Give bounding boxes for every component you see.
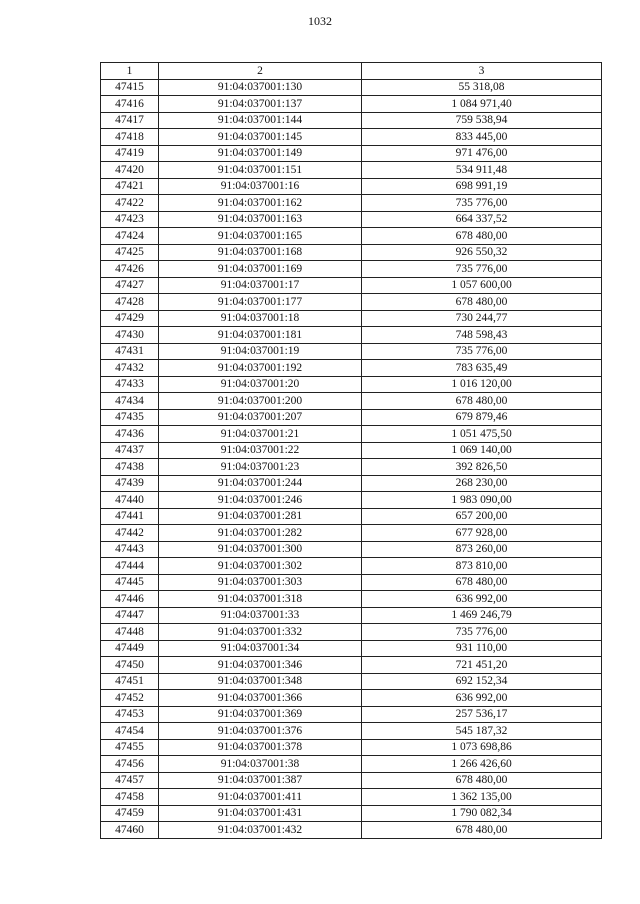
value-cell: 833 445,00 xyxy=(362,129,602,146)
value-cell: 783 635,49 xyxy=(362,360,602,377)
table-row xyxy=(101,327,602,344)
cadastral-number-cell: 91:04:037001:332 xyxy=(159,624,362,641)
value-cell: 678 480,00 xyxy=(362,294,602,311)
row-number-cell: 47451 xyxy=(101,673,159,690)
cadastral-number-cell: 91:04:037001:17 xyxy=(159,277,362,294)
table-row xyxy=(101,459,602,476)
table-row xyxy=(101,541,602,558)
row-number-cell: 47457 xyxy=(101,772,159,789)
column-header-1: 1 xyxy=(101,63,159,80)
value-cell: 636 992,00 xyxy=(362,591,602,608)
table-row xyxy=(101,310,602,327)
row-number-cell: 47458 xyxy=(101,789,159,806)
value-cell: 534 911,48 xyxy=(362,162,602,179)
cadastral-number-cell: 91:04:037001:38 xyxy=(159,756,362,773)
cadastral-number-cell: 91:04:037001:163 xyxy=(159,211,362,228)
row-number-cell: 47450 xyxy=(101,657,159,674)
value-cell: 1 084 971,40 xyxy=(362,96,602,113)
cadastral-number-cell: 91:04:037001:18 xyxy=(159,310,362,327)
row-number-cell: 47441 xyxy=(101,508,159,525)
value-cell: 735 776,00 xyxy=(362,624,602,641)
cadastral-number-cell: 91:04:037001:192 xyxy=(159,360,362,377)
table-row xyxy=(101,277,602,294)
value-cell: 1 362 135,00 xyxy=(362,789,602,806)
table-row xyxy=(101,228,602,245)
cadastral-number-cell: 91:04:037001:137 xyxy=(159,96,362,113)
value-cell: 1 051 475,50 xyxy=(362,426,602,443)
row-number-cell: 47439 xyxy=(101,475,159,492)
table-row xyxy=(101,624,602,641)
cadastral-number-cell: 91:04:037001:318 xyxy=(159,591,362,608)
table-row xyxy=(101,822,602,839)
cadastral-number-cell: 91:04:037001:200 xyxy=(159,393,362,410)
value-cell: 636 992,00 xyxy=(362,690,602,707)
row-number-cell: 47416 xyxy=(101,96,159,113)
value-cell: 678 480,00 xyxy=(362,772,602,789)
table-row xyxy=(101,492,602,509)
cadastral-number-cell: 91:04:037001:244 xyxy=(159,475,362,492)
table-row xyxy=(101,393,602,410)
cadastral-number-cell: 91:04:037001:19 xyxy=(159,343,362,360)
cadastral-number-cell: 91:04:037001:302 xyxy=(159,558,362,575)
cadastral-number-cell: 91:04:037001:387 xyxy=(159,772,362,789)
value-cell: 1 790 082,34 xyxy=(362,805,602,822)
row-number-cell: 47448 xyxy=(101,624,159,641)
cadastral-number-cell: 91:04:037001:432 xyxy=(159,822,362,839)
value-cell: 678 480,00 xyxy=(362,228,602,245)
table-row xyxy=(101,756,602,773)
row-number-cell: 47421 xyxy=(101,178,159,195)
row-number-cell: 47440 xyxy=(101,492,159,509)
page-number: 1032 xyxy=(308,14,332,28)
table-row xyxy=(101,690,602,707)
row-number-cell: 47442 xyxy=(101,525,159,542)
row-number-cell: 47423 xyxy=(101,211,159,228)
row-number-cell: 47449 xyxy=(101,640,159,657)
row-number-cell: 47417 xyxy=(101,112,159,129)
value-cell: 759 538,94 xyxy=(362,112,602,129)
value-cell: 730 244,77 xyxy=(362,310,602,327)
value-cell: 55 318,08 xyxy=(362,79,602,96)
value-cell: 1 073 698,86 xyxy=(362,739,602,756)
row-number-cell: 47433 xyxy=(101,376,159,393)
cadastral-number-cell: 91:04:037001:151 xyxy=(159,162,362,179)
value-cell: 678 480,00 xyxy=(362,822,602,839)
value-cell: 1 057 600,00 xyxy=(362,277,602,294)
table-row xyxy=(101,195,602,212)
table-header xyxy=(101,63,602,80)
row-number-cell: 47429 xyxy=(101,310,159,327)
value-cell: 735 776,00 xyxy=(362,261,602,278)
table-row xyxy=(101,442,602,459)
table-row xyxy=(101,211,602,228)
row-number-cell: 47438 xyxy=(101,459,159,476)
table-row xyxy=(101,162,602,179)
cadastral-number-cell: 91:04:037001:369 xyxy=(159,706,362,723)
row-number-cell: 47455 xyxy=(101,739,159,756)
cadastral-number-cell: 91:04:037001:145 xyxy=(159,129,362,146)
table-row xyxy=(101,294,602,311)
cadastral-number-cell: 91:04:037001:207 xyxy=(159,409,362,426)
table-row xyxy=(101,805,602,822)
table-row xyxy=(101,409,602,426)
row-number-cell: 47426 xyxy=(101,261,159,278)
value-cell: 692 152,34 xyxy=(362,673,602,690)
table-row xyxy=(101,673,602,690)
value-cell: 926 550,32 xyxy=(362,244,602,261)
row-number-cell: 47436 xyxy=(101,426,159,443)
value-cell: 698 991,19 xyxy=(362,178,602,195)
column-header-3: 3 xyxy=(362,63,602,80)
cadastral-number-cell: 91:04:037001:281 xyxy=(159,508,362,525)
table-row xyxy=(101,178,602,195)
table-row xyxy=(101,244,602,261)
value-cell: 664 337,52 xyxy=(362,211,602,228)
cadastral-number-cell: 91:04:037001:130 xyxy=(159,79,362,96)
header-row xyxy=(101,63,602,80)
row-number-cell: 47445 xyxy=(101,574,159,591)
register-table xyxy=(100,62,602,839)
table-row xyxy=(101,112,602,129)
row-number-cell: 47422 xyxy=(101,195,159,212)
value-cell: 257 536,17 xyxy=(362,706,602,723)
table-row xyxy=(101,525,602,542)
value-cell: 679 879,46 xyxy=(362,409,602,426)
row-number-cell: 47431 xyxy=(101,343,159,360)
cadastral-number-cell: 91:04:037001:165 xyxy=(159,228,362,245)
table-row xyxy=(101,789,602,806)
cadastral-number-cell: 91:04:037001:20 xyxy=(159,376,362,393)
value-cell: 735 776,00 xyxy=(362,343,602,360)
value-cell: 1 469 246,79 xyxy=(362,607,602,624)
value-cell: 1 266 426,60 xyxy=(362,756,602,773)
cadastral-number-cell: 91:04:037001:23 xyxy=(159,459,362,476)
cadastral-number-cell: 91:04:037001:378 xyxy=(159,739,362,756)
value-cell: 678 480,00 xyxy=(362,393,602,410)
cadastral-number-cell: 91:04:037001:16 xyxy=(159,178,362,195)
cadastral-number-cell: 91:04:037001:149 xyxy=(159,145,362,162)
row-number-cell: 47432 xyxy=(101,360,159,377)
column-header-2: 2 xyxy=(159,63,362,80)
value-cell: 268 230,00 xyxy=(362,475,602,492)
row-number-cell: 47434 xyxy=(101,393,159,410)
value-cell: 748 598,43 xyxy=(362,327,602,344)
cadastral-number-cell: 91:04:037001:162 xyxy=(159,195,362,212)
cadastral-number-cell: 91:04:037001:300 xyxy=(159,541,362,558)
value-cell: 873 260,00 xyxy=(362,541,602,558)
value-cell: 657 200,00 xyxy=(362,508,602,525)
cadastral-number-cell: 91:04:037001:33 xyxy=(159,607,362,624)
cadastral-number-cell: 91:04:037001:181 xyxy=(159,327,362,344)
table-row xyxy=(101,772,602,789)
row-number-cell: 47446 xyxy=(101,591,159,608)
cadastral-number-cell: 91:04:037001:168 xyxy=(159,244,362,261)
cadastral-number-cell: 91:04:037001:22 xyxy=(159,442,362,459)
row-number-cell: 47444 xyxy=(101,558,159,575)
table-row xyxy=(101,426,602,443)
table-row xyxy=(101,360,602,377)
value-cell: 1 016 120,00 xyxy=(362,376,602,393)
row-number-cell: 47435 xyxy=(101,409,159,426)
value-cell: 1 069 140,00 xyxy=(362,442,602,459)
cadastral-number-cell: 91:04:037001:346 xyxy=(159,657,362,674)
cadastral-number-cell: 91:04:037001:21 xyxy=(159,426,362,443)
row-number-cell: 47452 xyxy=(101,690,159,707)
row-number-cell: 47419 xyxy=(101,145,159,162)
row-number-cell: 47437 xyxy=(101,442,159,459)
row-number-cell: 47453 xyxy=(101,706,159,723)
table-row xyxy=(101,376,602,393)
row-number-cell: 47456 xyxy=(101,756,159,773)
table-row xyxy=(101,706,602,723)
cadastral-number-cell: 91:04:037001:34 xyxy=(159,640,362,657)
row-number-cell: 47418 xyxy=(101,129,159,146)
row-number-cell: 47424 xyxy=(101,228,159,245)
table-row xyxy=(101,96,602,113)
table-row xyxy=(101,657,602,674)
row-number-cell: 47454 xyxy=(101,723,159,740)
table-row xyxy=(101,591,602,608)
table-row xyxy=(101,343,602,360)
table-row xyxy=(101,129,602,146)
table-row xyxy=(101,558,602,575)
cadastral-number-cell: 91:04:037001:246 xyxy=(159,492,362,509)
cadastral-number-cell: 91:04:037001:411 xyxy=(159,789,362,806)
table-row xyxy=(101,640,602,657)
value-cell: 971 476,00 xyxy=(362,145,602,162)
row-number-cell: 47415 xyxy=(101,79,159,96)
row-number-cell: 47430 xyxy=(101,327,159,344)
table-row xyxy=(101,607,602,624)
row-number-cell: 47425 xyxy=(101,244,159,261)
table-row xyxy=(101,574,602,591)
table-row xyxy=(101,145,602,162)
row-number-cell: 47447 xyxy=(101,607,159,624)
cadastral-number-cell: 91:04:037001:282 xyxy=(159,525,362,542)
value-cell: 545 187,32 xyxy=(362,723,602,740)
row-number-cell: 47428 xyxy=(101,294,159,311)
table-row xyxy=(101,261,602,278)
cadastral-number-cell: 91:04:037001:144 xyxy=(159,112,362,129)
table-row xyxy=(101,723,602,740)
row-number-cell: 47459 xyxy=(101,805,159,822)
row-number-cell: 47420 xyxy=(101,162,159,179)
value-cell: 735 776,00 xyxy=(362,195,602,212)
value-cell: 677 928,00 xyxy=(362,525,602,542)
cadastral-number-cell: 91:04:037001:348 xyxy=(159,673,362,690)
cadastral-number-cell: 91:04:037001:169 xyxy=(159,261,362,278)
table-row xyxy=(101,508,602,525)
row-number-cell: 47427 xyxy=(101,277,159,294)
table-row xyxy=(101,739,602,756)
table-row xyxy=(101,79,602,96)
table-row xyxy=(101,475,602,492)
cadastral-number-cell: 91:04:037001:376 xyxy=(159,723,362,740)
table-body xyxy=(101,79,602,838)
cadastral-number-cell: 91:04:037001:177 xyxy=(159,294,362,311)
cadastral-number-cell: 91:04:037001:366 xyxy=(159,690,362,707)
value-cell: 931 110,00 xyxy=(362,640,602,657)
value-cell: 873 810,00 xyxy=(362,558,602,575)
value-cell: 1 983 090,00 xyxy=(362,492,602,509)
value-cell: 721 451,20 xyxy=(362,657,602,674)
row-number-cell: 47443 xyxy=(101,541,159,558)
value-cell: 392 826,50 xyxy=(362,459,602,476)
cadastral-number-cell: 91:04:037001:303 xyxy=(159,574,362,591)
row-number-cell: 47460 xyxy=(101,822,159,839)
value-cell: 678 480,00 xyxy=(362,574,602,591)
cadastral-number-cell: 91:04:037001:431 xyxy=(159,805,362,822)
